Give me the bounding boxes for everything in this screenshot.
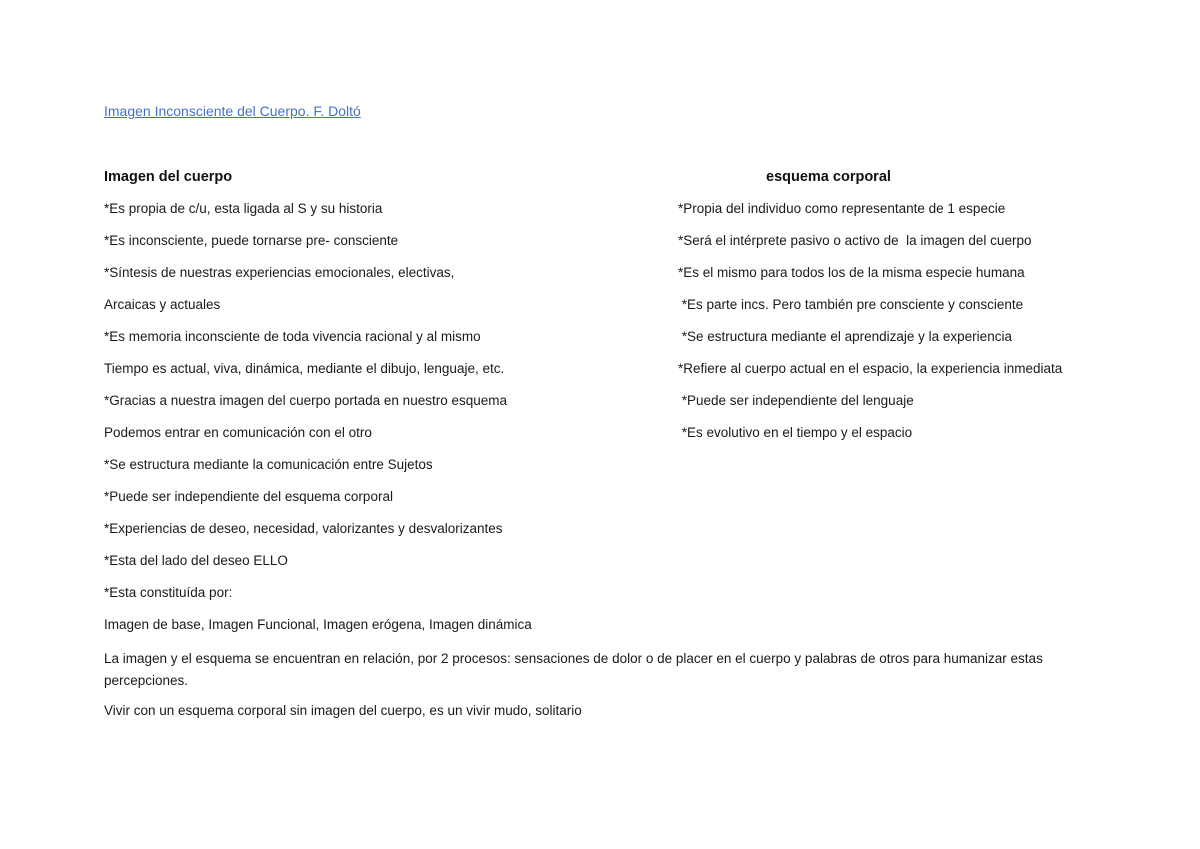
- bullet-line: *Es evolutivo en el tiempo y el espacio: [678, 425, 913, 440]
- bullet-line: *Experiencias de deseo, necesidad, valorizantes y desvalorizantes: [104, 521, 503, 536]
- left-column: [104, 166, 674, 646]
- footer-paragraph: La imagen y el esquema se encuentran en relación, por 2 procesos: sensaciones de dolor o de placer en el cuerpo y palabras de otros para humanizar estas percepciones.: [104, 651, 1047, 688]
- right-column-heading: esquema corporal: [766, 169, 891, 185]
- bullet-line: *Propia del individuo como representante de 1 especie: [678, 201, 1006, 216]
- footer-paragraph: Vivir con un esquema corporal sin imagen del cuerpo, es un vivir mudo, solitario: [104, 703, 582, 718]
- bullet-line: Tiempo es actual, viva, dinámica, mediante el dibujo, lenguaje, etc.: [104, 361, 505, 376]
- bullet-line: *Refiere al cuerpo actual en el espacio, la experiencia inmediata: [678, 361, 1063, 376]
- bullet-line: *Es parte incs. Pero también pre consciente y consciente: [678, 297, 1024, 312]
- left-column-heading: Imagen del cuerpo: [104, 169, 233, 185]
- bullet-line: *Se estructura mediante el aprendizaje y la experiencia: [678, 329, 1012, 344]
- bullet-line: *Puede ser independiente del esquema corporal: [104, 489, 393, 504]
- bullet-line: *Esta constituída por:: [104, 585, 233, 600]
- document-title-block: [104, 103, 361, 119]
- bullet-line: Podemos entrar en comunicación con el otro: [104, 425, 372, 440]
- bullet-line: *Se estructura mediante la comunicación entre Sujetos: [104, 457, 433, 472]
- bullet-line: *Es el mismo para todos los de la misma especie humana: [678, 265, 1025, 280]
- bullet-line: *Será el intérprete pasivo o activo de la imagen del cuerpo: [678, 233, 1032, 248]
- bullet-line: Imagen de base, Imagen Funcional, Imagen erógena, Imagen dinámica: [104, 617, 532, 632]
- footer-paragraphs: [104, 648, 1104, 730]
- right-column: [678, 166, 1118, 454]
- bullet-line: *Gracias a nuestra imagen del cuerpo portada en nuestro esquema: [104, 393, 507, 408]
- bullet-line: *Es inconsciente, puede tornarse pre- consciente: [104, 233, 399, 248]
- bullet-line: *Esta del lado del deseo ELLO: [104, 553, 288, 568]
- bullet-line: *Es propia de c/u, esta ligada al S y su historia: [104, 201, 383, 216]
- bullet-line: *Es memoria inconsciente de toda vivencia racional y al mismo: [104, 329, 481, 344]
- document-title-link[interactable]: Imagen Inconsciente del Cuerpo. F. Doltó: [104, 103, 361, 119]
- bullet-line: *Puede ser independiente del lenguaje: [678, 393, 914, 408]
- bullet-line: Arcaicas y actuales: [104, 297, 221, 312]
- bullet-line: *Síntesis de nuestras experiencias emocionales, electivas,: [104, 265, 455, 280]
